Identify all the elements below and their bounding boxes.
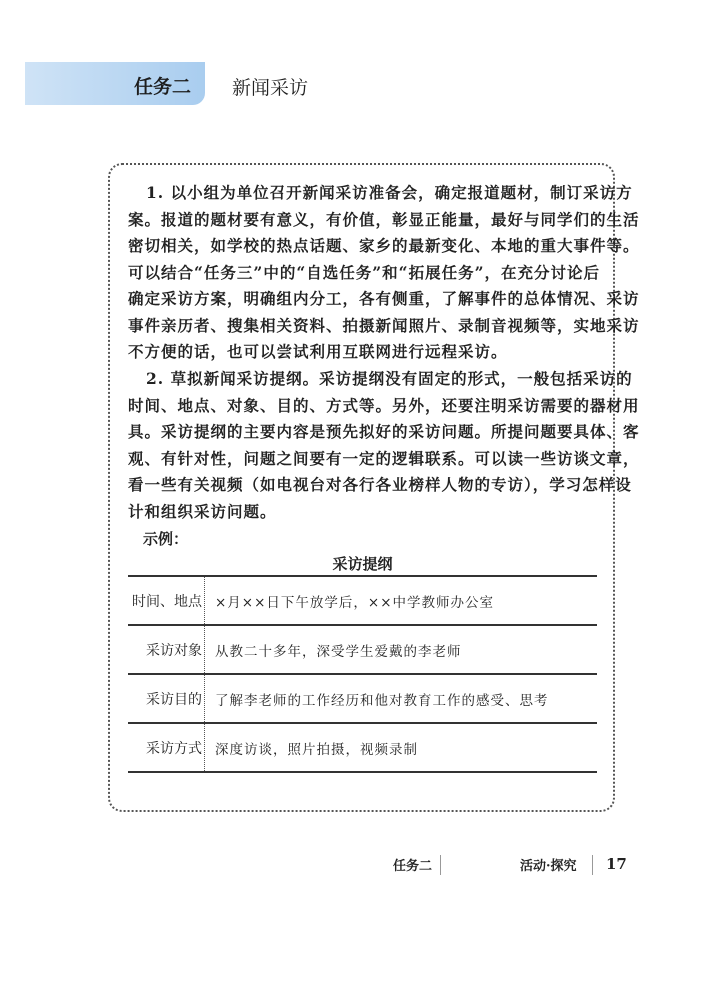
text-line: 观、有针对性，问题之间要有一定的逻辑联系。可以读一些访谈文章， bbox=[128, 448, 640, 468]
row-label: 采访方式 bbox=[128, 724, 205, 771]
table-row bbox=[128, 626, 597, 675]
text-line: 确定采访方案，明确组内分工，各有侧重，了解事件的总体情况、采访 bbox=[128, 289, 640, 308]
text-line: 计和组织采访问题。 bbox=[128, 501, 277, 521]
row-value: ×月××日下午放学后，××中学教师办公室 bbox=[215, 594, 495, 611]
page-number: 17 bbox=[606, 855, 627, 873]
example-label: 示例： bbox=[143, 530, 189, 548]
paragraph-2 bbox=[128, 366, 640, 525]
text-line: 事件亲历者、搜集相关资料、拍摄新闻照片、录制音视频等，实地采访 bbox=[128, 315, 640, 335]
text-line: 不方便的话，也可以尝试利用互联网进行远程采访。 bbox=[128, 342, 508, 361]
row-label: 采访目的 bbox=[128, 675, 205, 722]
table-row bbox=[128, 577, 597, 626]
row-value: 了解李老师的工作经历和他对教育工作的感受、思考 bbox=[215, 692, 549, 709]
text-line: 案。报道的题材要有意义，有价值，彰显正能量，最好与同学们的生活 bbox=[128, 209, 640, 229]
task-header-band bbox=[25, 62, 205, 105]
table-title: 采访提纲 bbox=[332, 555, 393, 573]
footer-divider bbox=[440, 855, 441, 875]
footer-task: 任务二 bbox=[393, 859, 433, 874]
footer-divider bbox=[592, 855, 593, 875]
table-row bbox=[128, 724, 597, 773]
interview-outline-table bbox=[128, 575, 597, 773]
text-line: 2. 草拟新闻采访提纲。采访提纲没有固定的形式，一般包括采访的 bbox=[146, 369, 633, 388]
text-line: 时间、地点、对象、目的、方式等。另外，还要注明采访需要的器材用 bbox=[128, 395, 640, 415]
row-value: 从教二十多年，深受学生爱戴的李老师 bbox=[215, 643, 462, 660]
footer-section: 活动·探究 bbox=[520, 859, 577, 874]
row-label: 采访对象 bbox=[128, 626, 205, 673]
task-label: 任务二 bbox=[133, 76, 191, 98]
text-line: 1. 以小组为单位召开新闻采访准备会，确定报道题材，制订采访方 bbox=[146, 183, 633, 202]
paragraph-1 bbox=[128, 180, 640, 366]
text-line: 密切相关，如学校的热点话题、家乡的最新变化、本地的重大事件等。 bbox=[128, 236, 640, 255]
text-line: 具。采访提纲的主要内容是预先拟好的采访问题。所提问题要具体、客 bbox=[128, 422, 640, 441]
row-value: 深度访谈，照片拍摄，视频录制 bbox=[215, 741, 418, 758]
table-row bbox=[128, 675, 597, 724]
text-line: 看一些有关视频（如电视台对各行各业榜样人物的专访），学习怎样设 bbox=[128, 475, 632, 494]
section-title: 新闻采访 bbox=[232, 77, 309, 99]
text-line: 可以结合“任务三”中的“自选任务”和“拓展任务”，在充分讨论后 bbox=[128, 262, 600, 282]
row-label: 时间、地点 bbox=[128, 577, 205, 624]
